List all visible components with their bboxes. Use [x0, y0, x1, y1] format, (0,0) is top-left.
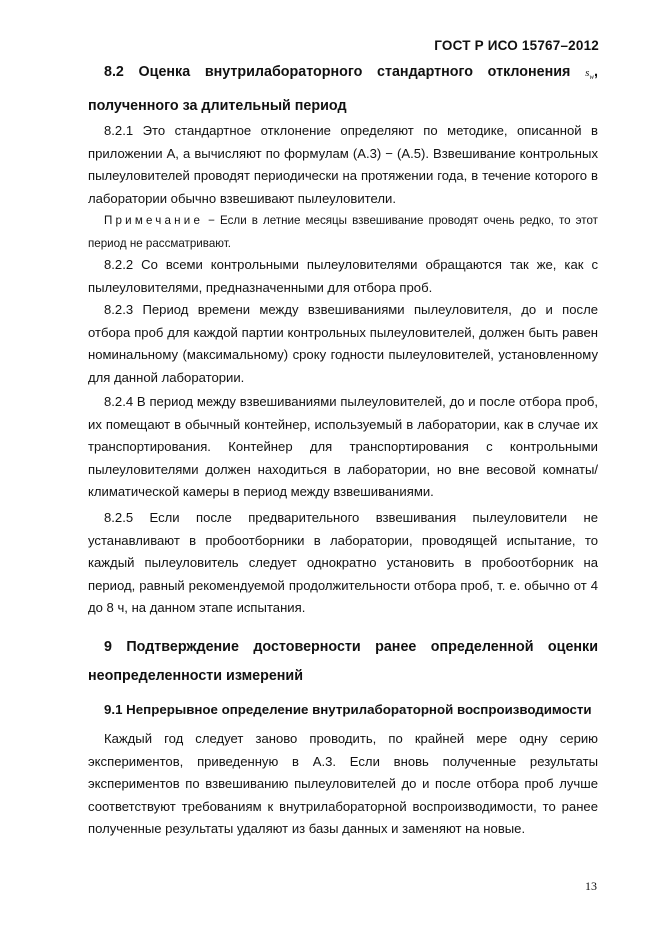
sw-symbol [585, 67, 595, 82]
section-9-1-heading: 9.1 Непрерывное определение внутрилабораторной воспроизводимости [104, 702, 592, 717]
document-header: ГОСТ Р ИСО 15767–2012 [434, 38, 599, 53]
paragraph-8-2-4: 8.2.4 В период между взвешиваниями пылеуловителей, до и после отбора проб, их помещают в обычный контейнер, используемый в лаборатории, как в случае их транспортирования. Контейнер для транспортирования с контрольными пылеуловителями должен находиться в лаборатории, но вне весовой комнаты/климатической камеры в период между взвешиваниями. [88, 394, 598, 499]
note-label: Примечание [104, 214, 204, 227]
paragraph-8-2-3: 8.2.3 Период времени между взвешиваниями пылеуловителя, до и после отбора проб для каждой партии контрольных пылеуловителей, должен быть равен номинальному (максимальному) сроку годности пылеуловителей, установленному для данной лаборатории. [88, 302, 598, 385]
sw-symbol-letter: s [585, 67, 590, 79]
page-number: 13 [585, 879, 597, 893]
section-8-2-title-end: , полученного за длительный период [88, 64, 598, 115]
sw-symbol-subscript: w [589, 73, 595, 82]
note-text: − Если в летние месяцы взвешивание проводят очень редко, то этот период не рассматривают. [88, 214, 598, 250]
section-8-2-title-start: 8.2 Оценка внутрилабораторного стандартного отклонения [104, 64, 586, 80]
paragraph-8-2-2: 8.2.2 Со всеми контрольными пылеуловителями обращаются так же, как с пылеуловителями, предназначенными для отбора проб. [88, 257, 598, 295]
section-8-2-heading [88, 58, 598, 121]
paragraph-8-2-5: 8.2.5 Если после предварительного взвешивания пылеуловители не устанавливают в пробоотборники в лаборатории, проводящей испытание, то каждый пылеуловитель следует однократно установить в пробоотборник на период, равный рекомендуемой продолжительности отбора проб, т. е. обычно от 4 до 8 ч, на данном этапе испытания. [88, 510, 598, 615]
paragraph-8-2-1: 8.2.1 Это стандартное отклонение определяют по методике, описанной в приложении А, а вычисляют по формулам (А.3) − (А.5). Взвешивание контрольных пылеуловителей проводят периодически на протяжении года, в течение которого в лаборатории обычно взвешивают пылеуловители. [88, 123, 598, 206]
section-9-heading: 9 Подтверждение достоверности ранее определенной оценки неопределенности измерений [88, 639, 598, 684]
paragraph-9-1: Каждый год следует заново проводить, по крайней мере одну серию экспериментов, приведенную в А.3. Если вновь полученные результаты экспериментов по взвешиванию пылеуловителей до и после отбора проб лучше соответствуют требованиям к внутрилабораторной воспроизводимости, то ранее полученные результаты удаляют из базы данных и заменяют на новые. [88, 731, 598, 836]
note-8-2-1 [88, 210, 598, 255]
